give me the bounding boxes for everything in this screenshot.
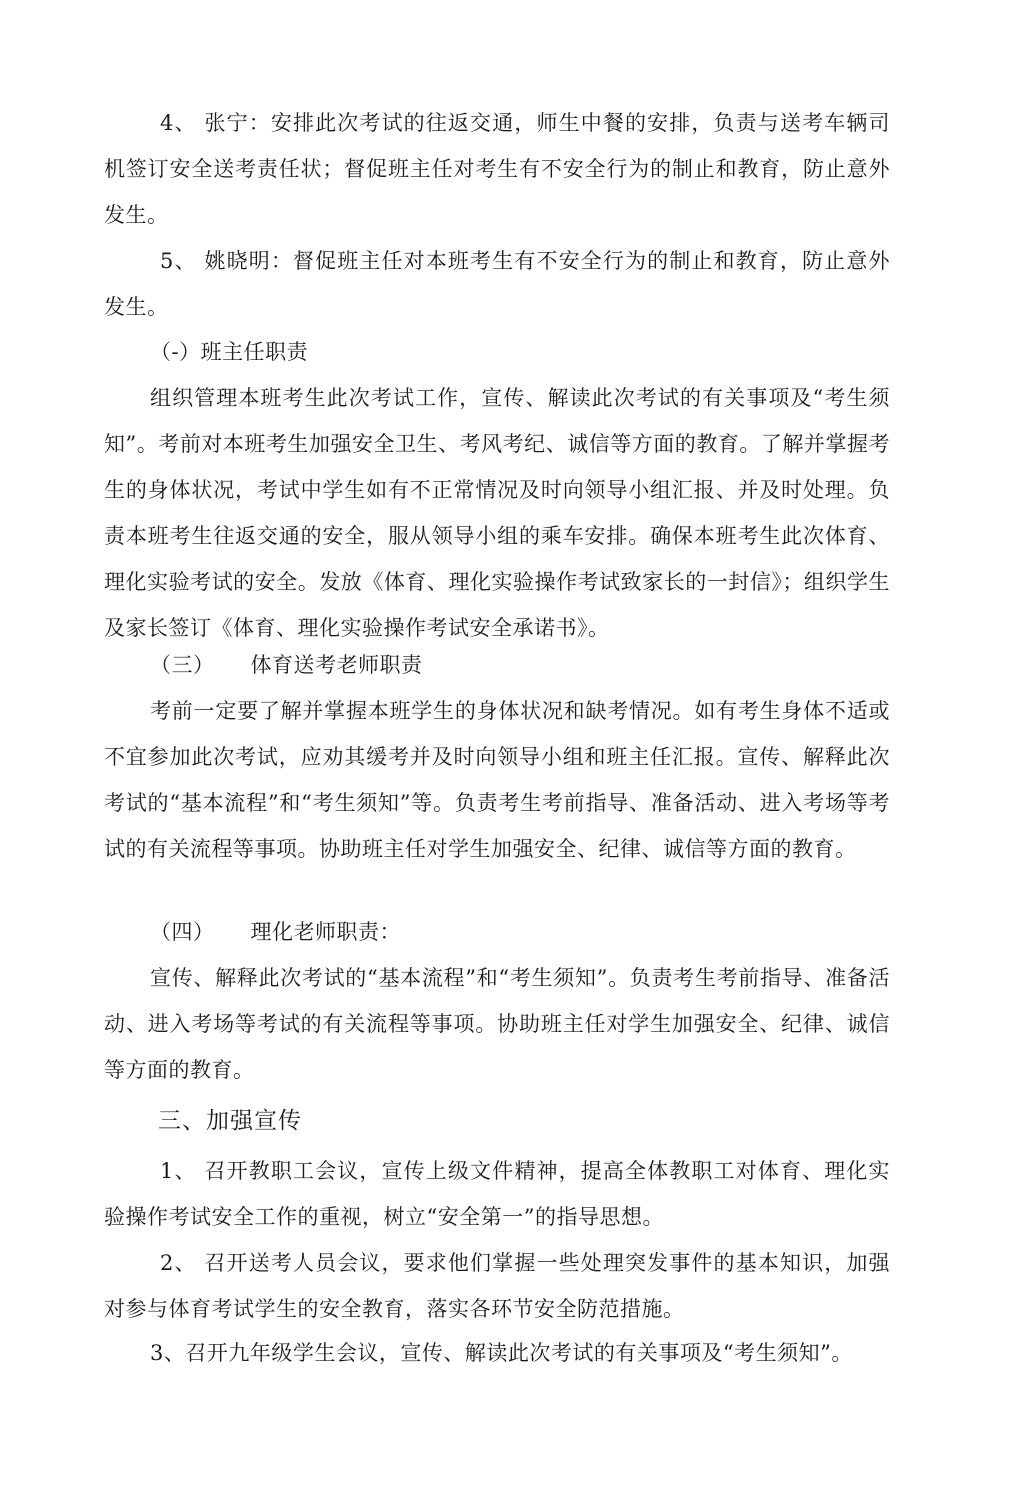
- paragraph-publicity-3: 3、召开九年级学生会议，宣传、解读此次考试的有关事项及“考生须知”。: [150, 1341, 853, 1365]
- subheading-science-teacher-duties: [150, 909, 401, 955]
- subheading-pe-number: （三）: [150, 653, 215, 677]
- subheading-pe-teacher-duties: [150, 642, 423, 688]
- subheading-science-text: 理化老师职责：: [250, 920, 401, 944]
- subheading-homeroom-text: （-）班主任职责: [150, 340, 309, 364]
- paragraph-publicity-1: 1、 召开教职工会议，宣传上级文件精神，提高全体教职工对体育、理化实验操作考试安全工作的重视，树立“安全第一”的指导思想。: [104, 1159, 890, 1229]
- subheading-science-number: （四）: [150, 920, 215, 944]
- section-heading-publicity: 三、加强宣传: [158, 1108, 302, 1134]
- subheading-pe-text: 体育送考老师职责: [250, 653, 423, 677]
- paragraph-publicity-2: 2、 召开送考人员会议，要求他们掌握一些处理突发事件的基本知识，加强对参与体育考试学生的安全教育，落实各环节安全防范措施。: [104, 1251, 890, 1321]
- subheading-homeroom-duties: [150, 329, 308, 375]
- paragraph-pe-teacher-duties: 考前一定要了解并掌握本班学生的身体状况和缺考情况。如有考生身体不适或不宜参加此次考试，应劝其缓考并及时向领导小组和班主任汇报。宣传、解释此次考试的“基本流程”和“考生须知”等。负责考生考前指导、准备活动、进入考场等考试的有关流程等事项。协助班主任对学生加强安全、纪律、诚信等方面的教育。: [104, 699, 890, 861]
- paragraph-homeroom-duties: 组织管理本班考生此次考试工作，宣传、解读此次考试的有关事项及“考生须知”。考前对本班考生加强安全卫生、考风考纪、诚信等方面的教育。了解并掌握考生的身体状况，考试中学生如有不正常情况及时向领导小组汇报、并及时处理。负责本班考生往返交通的安全，服从领导小组的乘车安排。确保本班考生此次体育、理化实验考试的安全。发放《体育、理化实验操作考试致家长的一封信》；组织学生及家长签订《体育、理化实验操作考试安全承诺书》。: [104, 386, 890, 640]
- paragraph-item-4: 4、 张宁：安排此次考试的往返交通，师生中餐的安排，负责与送考车辆司机签订安全送考责任状；督促班主任对考生有不安全行为的制止和教育，防止意外发生。: [104, 111, 890, 227]
- paragraph-item-5: 5、 姚晓明：督促班主任对本班考生有不安全行为的制止和教育，防止意外发生。: [104, 249, 890, 319]
- paragraph-science-teacher-duties: 宣传、解释此次考试的“基本流程”和“考生须知”。负责考生考前指导、准备活动、进入考场等考试的有关流程等事项。协助班主任对学生加强安全、纪律、诚信等方面的教育。: [104, 966, 890, 1082]
